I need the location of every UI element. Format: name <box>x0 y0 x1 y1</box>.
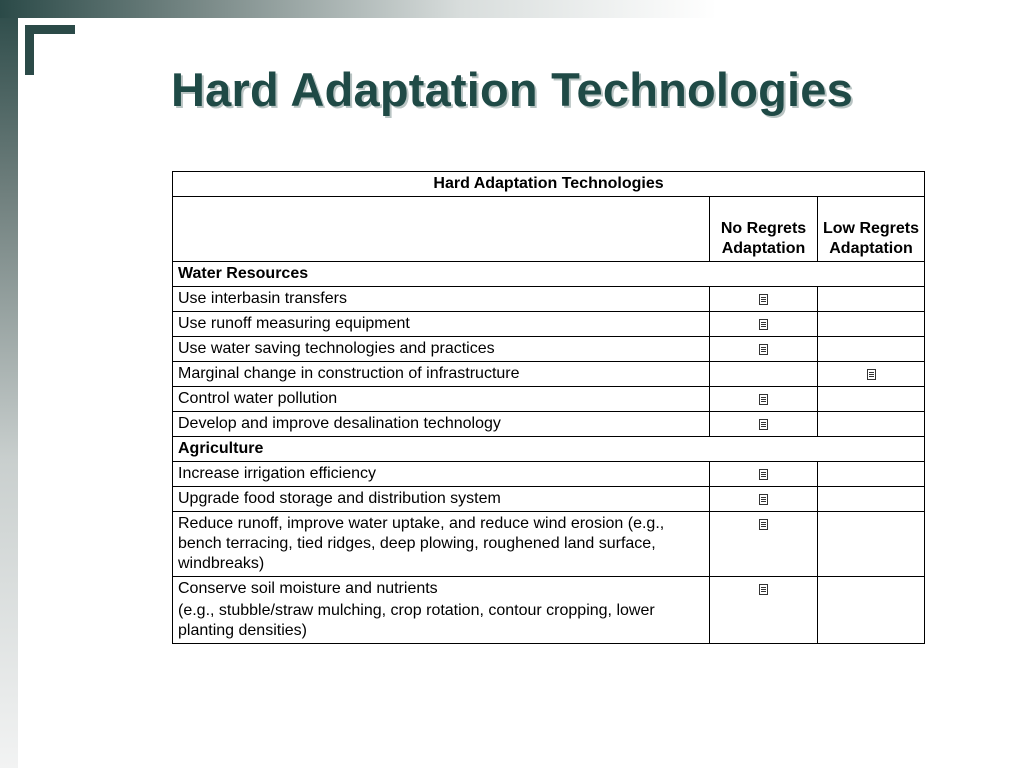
checkbox-list-icon <box>759 294 768 305</box>
table-row <box>173 487 925 512</box>
technology-subtext: (e.g., stubble/straw mulching, crop rotation, contour cropping, lower planting densities) <box>178 602 655 639</box>
table-body <box>173 262 925 644</box>
no-regrets-cell <box>710 287 818 312</box>
header-low-regrets: Low Regrets Adaptation <box>818 197 925 262</box>
adaptation-table <box>172 171 925 644</box>
section-heading: Water Resources <box>173 262 925 287</box>
table-row <box>173 462 925 487</box>
technology-cell <box>173 387 710 412</box>
header-item <box>173 197 710 262</box>
technology-cell <box>173 362 710 387</box>
technology-text: Use water saving technologies and practices <box>178 340 495 357</box>
technology-text: Upgrade food storage and distribution system <box>178 490 501 507</box>
technology-text: Increase irrigation efficiency <box>178 465 377 482</box>
technology-cell <box>173 337 710 362</box>
table-row <box>173 337 925 362</box>
no-regrets-cell <box>710 337 818 362</box>
low-regrets-cell <box>818 287 925 312</box>
technology-text: Use runoff measuring equipment <box>178 315 410 332</box>
technology-text: Control water pollution <box>178 390 338 407</box>
technology-cell <box>173 287 710 312</box>
no-regrets-cell <box>710 362 818 387</box>
no-regrets-cell <box>710 387 818 412</box>
table-caption-row <box>173 172 925 197</box>
table-header-row <box>173 197 925 262</box>
table-row <box>173 512 925 577</box>
table-row <box>173 577 925 644</box>
section-row <box>173 437 925 462</box>
technology-text: Reduce runoff, improve water uptake, and reduce wind erosion (e.g., bench terracing, tied ridges, deep plowing, roughened land surface, windbreaks) <box>178 515 665 572</box>
technology-text: Develop and improve desalination technology <box>178 415 501 432</box>
technology-cell <box>173 577 710 644</box>
low-regrets-cell <box>818 512 925 577</box>
technology-text: Use interbasin transfers <box>178 290 347 307</box>
low-regrets-cell <box>818 412 925 437</box>
checkbox-list-icon <box>759 519 768 530</box>
no-regrets-cell <box>710 412 818 437</box>
technology-cell <box>173 412 710 437</box>
no-regrets-cell <box>710 312 818 337</box>
checkbox-list-icon <box>759 394 768 405</box>
technology-cell <box>173 312 710 337</box>
no-regrets-cell <box>710 487 818 512</box>
low-regrets-cell <box>818 577 925 644</box>
no-regrets-cell <box>710 462 818 487</box>
section-heading: Agriculture <box>173 437 925 462</box>
low-regrets-cell <box>818 487 925 512</box>
low-regrets-cell <box>818 312 925 337</box>
table-row <box>173 312 925 337</box>
technology-cell <box>173 512 710 577</box>
table-row <box>173 362 925 387</box>
checkbox-list-icon <box>759 319 768 330</box>
technology-cell <box>173 462 710 487</box>
no-regrets-cell <box>710 577 818 644</box>
low-regrets-cell <box>818 337 925 362</box>
checkbox-list-icon <box>759 469 768 480</box>
technology-cell <box>173 487 710 512</box>
checkbox-list-icon <box>759 494 768 505</box>
table-row <box>173 387 925 412</box>
no-regrets-cell <box>710 512 818 577</box>
header-no-regrets: No Regrets Adaptation <box>710 197 818 262</box>
low-regrets-cell <box>818 462 925 487</box>
table-row <box>173 287 925 312</box>
technology-text: Conserve soil moisture and nutrients <box>178 580 438 597</box>
checkbox-list-icon <box>759 344 768 355</box>
table-caption: Hard Adaptation Technologies <box>173 172 925 197</box>
slide-title: Hard Adaptation Technologies <box>171 63 853 116</box>
checkbox-list-icon <box>867 369 876 380</box>
checkbox-list-icon <box>759 419 768 430</box>
low-regrets-cell <box>818 387 925 412</box>
section-row <box>173 262 925 287</box>
checkbox-list-icon <box>759 584 768 595</box>
low-regrets-cell <box>818 362 925 387</box>
table-row <box>173 412 925 437</box>
technology-text: Marginal change in construction of infrastructure <box>178 365 520 382</box>
